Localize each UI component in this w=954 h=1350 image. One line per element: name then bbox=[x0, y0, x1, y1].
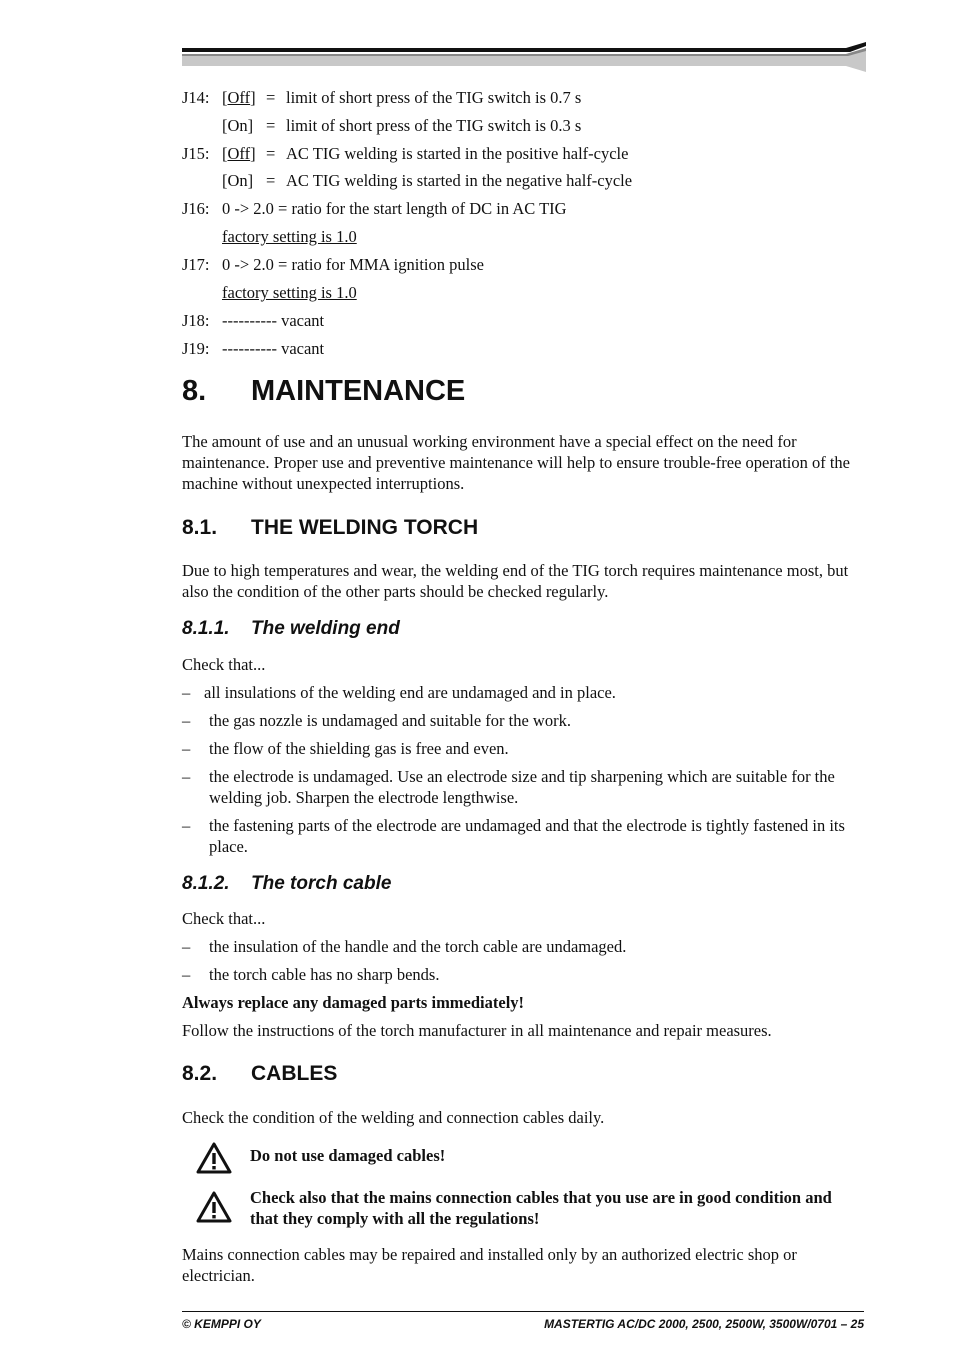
j14-off-text: limit of short press of the TIG switch is 0.7 s bbox=[286, 88, 582, 107]
torch-manufacturer-note: Follow the instructions of the torch manufacturer in all maintenance and repair measures. bbox=[182, 1021, 772, 1040]
section-8-2-number: 8.2. bbox=[182, 1062, 218, 1085]
j19-row bbox=[182, 338, 324, 359]
j15-off-text: AC TIG welding is started in the positive half-cycle bbox=[286, 144, 629, 163]
j15-opt-off: Off bbox=[227, 144, 251, 163]
section-8-1-intro: Due to high temperatures and wear, the welding end of the TIG torch requires maintenance most, but also the condition of the other parts should be checked regularly. bbox=[182, 561, 849, 601]
j17-code: J17: bbox=[182, 255, 210, 274]
j15-on-text: AC TIG welding is started in the negative half-cycle bbox=[286, 171, 633, 190]
section-8-number: 8. bbox=[182, 375, 207, 407]
section-8-1-1-title: The welding end bbox=[251, 618, 400, 639]
j16-row bbox=[182, 198, 567, 219]
warning-damaged-cables: Do not use damaged cables! bbox=[250, 1146, 446, 1165]
warning-triangle-icon bbox=[196, 1142, 232, 1174]
section-8-2-closing: Mains connection cables may be repaired and installed only by an authorized electric shop or electrician. bbox=[182, 1245, 797, 1285]
j14-on-text: limit of short press of the TIG switch is 0.3 s bbox=[286, 116, 582, 135]
section-8-intro: The amount of use and an unusual working environment have a special effect on the need for maintenance. Proper use and preventive maintenance will help to ensure trouble-free operation of the machine without unexpected interruptions. bbox=[182, 432, 850, 493]
warning-mains-cables: Check also that the mains connection cables that you use are in good condition and that they comply with all the regulations! bbox=[250, 1188, 832, 1228]
j15-opt-on: On bbox=[227, 171, 248, 190]
section-8-1-title: THE WELDING TORCH bbox=[251, 516, 479, 539]
j18-row bbox=[182, 310, 324, 331]
j15-row-off: J15: [Off] = AC TIG welding is started in the positive half-cycle bbox=[182, 144, 629, 163]
section-8-1-1-number: 8.1.1. bbox=[182, 618, 230, 639]
j14-opt-on: On bbox=[227, 116, 248, 135]
j17-factory-note: factory setting is 1.0 bbox=[222, 283, 357, 302]
j18-text: ---------- vacant bbox=[222, 311, 325, 330]
j19-text: ---------- vacant bbox=[222, 339, 325, 358]
j15-row-on: [On] = AC TIG welding is started in the negative half-cycle bbox=[222, 171, 633, 190]
footer-product-page: MASTERTIG AC/DC 2000, 2500, 2500W, 3500W/0701 – 25 bbox=[544, 1317, 864, 1331]
j16-text: 0 -> 2.0 = ratio for the start length of DC in AC TIG bbox=[222, 199, 567, 218]
document-page: J14: [Off] = limit of short press of the TIG switch is 0.7 s [On] = limit of short press of the TIG switch is 0.3 s J15: [Off] = AC TIG welding is started in the positive half-cycle [On] = AC TIG welding is started in the negative half-cycle J16: 0 -> 2.0 = ratio for the start length of DC in AC TIG factory setting is 1.0 J17: 0 -> 2.0 = ratio for MMA ignition pulse factory setting is 1.0 J18: ---------- vacant J19: ---------- vacant 8. MAINTENANCE The amount of use and an unusual working environment have a special effect on the need for maintenance. Proper use and preventive maintenance will help to ensure trouble-free operation of the machine without unexpected interruptions. 8.1. THE WELDING TORCH Due to high temperatures and wear, the welding end of the TIG torch requires maintenance most, but also the condition of the other parts should be checked regularly. 8.1.1. The welding end Check that... – all insulations of the welding end are undamaged and in place. – the gas nozzle is undamaged and suitable for the work. – the flow of the shielding gas is free and even. – the electrode is undamaged. Use an electrode size and tip sharpening which are suitable for the welding job. Sharpen the electrode lengthwise. – the fastening parts of the electrode are undamaged and that the electrode is tightly fastened in its place. 8.1.2. The torch cable Check that... – the insulation of the handle and the torch cable are undamaged. – the torch cable has no sharp bends. Always replace any damaged parts immediately! Follow the instructions of the torch manufacturer in all maintenance and repair measures. 8.2. CABLES Check the condition of the welding and connection cables daily. Do not use damaged cables! Check also that the mains connection cables that you use are in good condition and that they comply with all the regulations! Mains connection cables may be repaired and installed only by an authorized electric shop or electrician. © KEMPPI OY MASTERTIG AC/DC 2000, 2500, 2500W, 3500W/0701 – 25 bbox=[0, 0, 954, 1350]
section-8-1-2-number: 8.1.2. bbox=[182, 873, 230, 894]
section-8-1-1-heading bbox=[182, 617, 400, 641]
footer-copyright: © KEMPPI OY bbox=[182, 1317, 261, 1331]
j14-code: J14: bbox=[182, 88, 210, 107]
j14-row-on: [On] = limit of short press of the TIG switch is 0.3 s bbox=[222, 116, 582, 135]
section-8-1-number: 8.1. bbox=[182, 516, 218, 539]
section-8-2-title: CABLES bbox=[251, 1062, 338, 1085]
header-bar-graphic bbox=[182, 42, 866, 72]
section-8-heading bbox=[182, 374, 465, 408]
j15-code: J15: bbox=[182, 144, 210, 163]
j14-opt-off: Off bbox=[227, 88, 251, 107]
section-8-1-2-lead: Check that... bbox=[182, 909, 266, 928]
j19-code: J19: bbox=[182, 339, 210, 358]
j16-factory-note: factory setting is 1.0 bbox=[222, 227, 357, 246]
j17-row bbox=[182, 254, 484, 275]
warning-triangle-icon bbox=[196, 1191, 232, 1223]
footer-rule bbox=[182, 1311, 864, 1312]
section-8-2-heading bbox=[182, 1061, 337, 1087]
section-8-1-1-lead: Check that... bbox=[182, 655, 266, 674]
section-8-1-heading bbox=[182, 515, 478, 541]
j17-text: 0 -> 2.0 = ratio for MMA ignition pulse bbox=[222, 255, 484, 274]
j16-code: J16: bbox=[182, 199, 210, 218]
section-8-2-intro: Check the condition of the welding and connection cables daily. bbox=[182, 1108, 605, 1127]
section-8-1-2-heading bbox=[182, 872, 391, 896]
j18-code: J18: bbox=[182, 311, 210, 330]
j14-row-off: J14: [Off] = limit of short press of the TIG switch is 0.7 s bbox=[182, 88, 582, 107]
section-8-title: MAINTENANCE bbox=[251, 375, 466, 407]
replace-parts-emphasis: Always replace any damaged parts immediately! bbox=[182, 993, 525, 1012]
section-8-1-2-title: The torch cable bbox=[251, 873, 392, 894]
